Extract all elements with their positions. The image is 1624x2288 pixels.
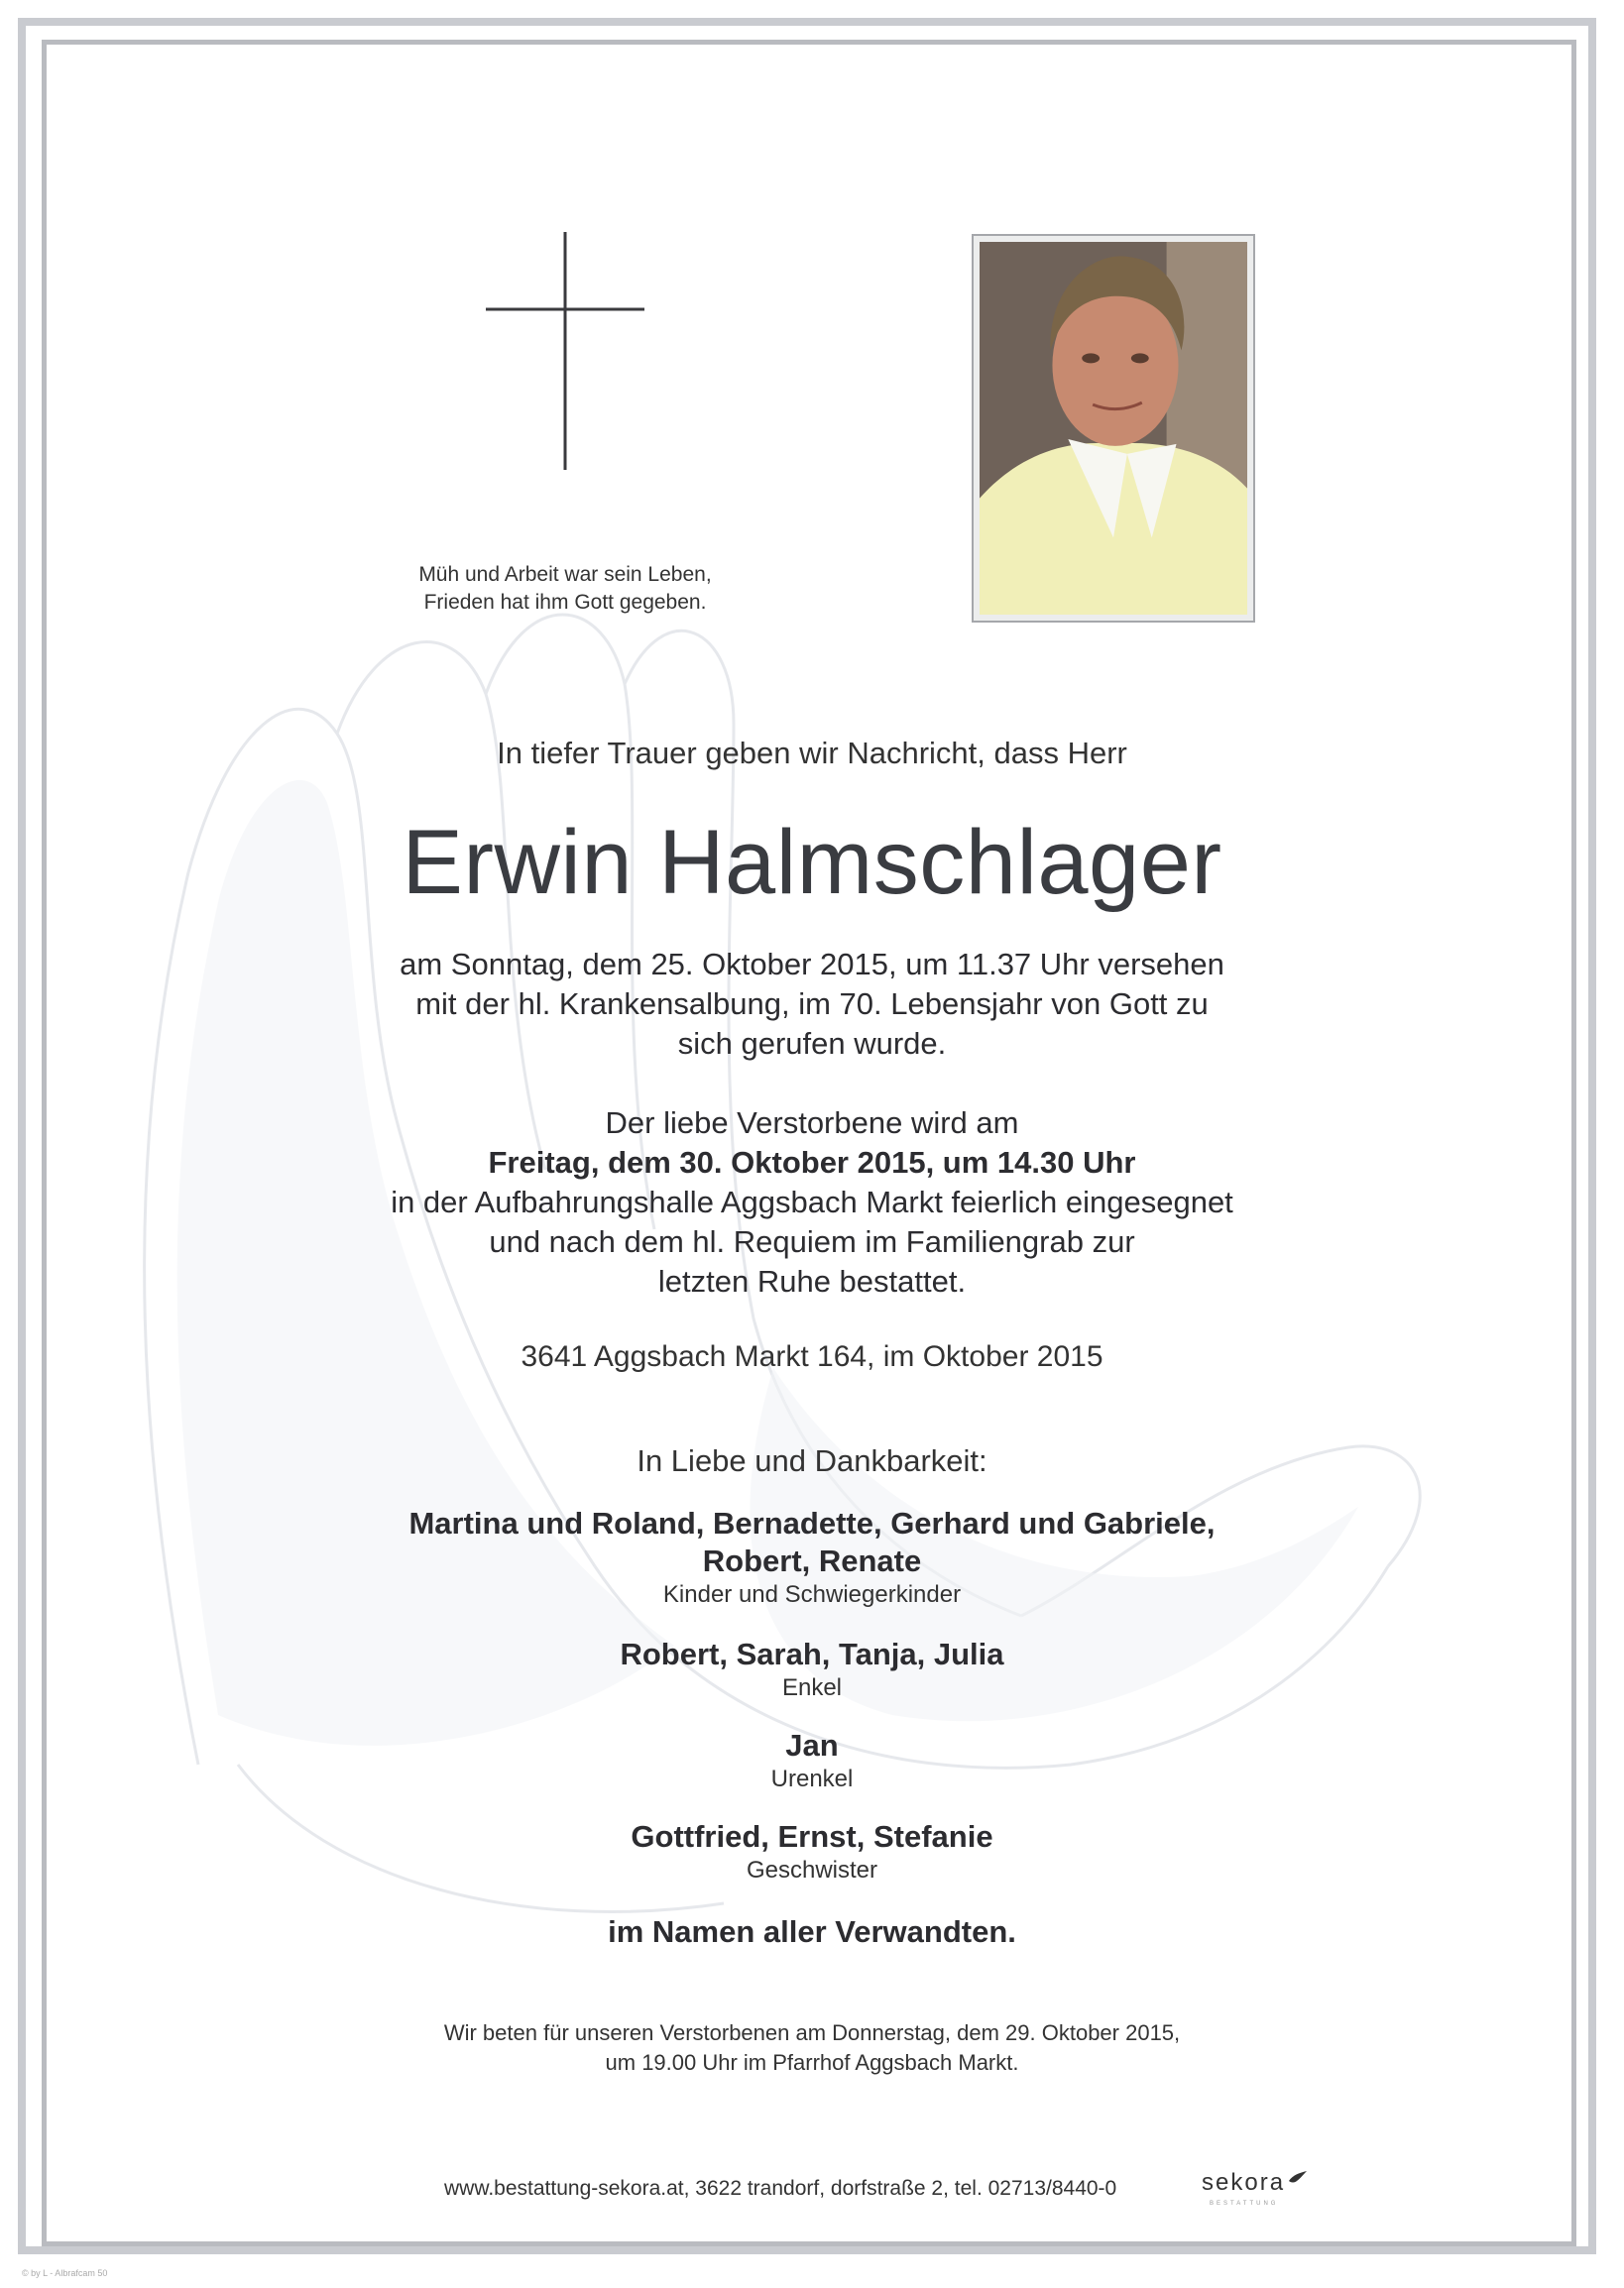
mourner-names: Jan (785, 1728, 839, 1763)
funeral-line-3: in der Aufbahrungshalle Aggsbach Markt feierlich eingesegnet (391, 1185, 1233, 1219)
closing-line: im Namen aller Verwandten. (608, 1914, 1016, 1949)
sekora-logo (1202, 2169, 1309, 2197)
intro-text: In tiefer Trauer geben wir Nachricht, dass Herr (497, 736, 1127, 770)
funeral-line-1: Der liebe Verstorbene wird am (605, 1105, 1019, 1140)
mourner-group-grandchildren (0, 1636, 1624, 1703)
prayer-line-1: Wir beten für unseren Verstorbenen am Donnerstag, dem 29. Oktober 2015, (443, 2020, 1181, 2045)
motto-line-1: Müh und Arbeit war sein Leben, (418, 563, 712, 586)
mourner-names: Robert, Sarah, Tanja, Julia (620, 1637, 1004, 1671)
mourner-relation: Urenkel (770, 1766, 854, 1792)
funeral-line-4: und nach dem hl. Requiem im Familiengrab zur (489, 1224, 1135, 1259)
cross-icon (486, 232, 644, 470)
mourner-relation: Enkel (781, 1674, 843, 1701)
death-notice-line-1: am Sonntag, dem 25. Oktober 2015, um 11.37 Uhr versehen (400, 947, 1224, 981)
prayer-line-2: um 19.00 Uhr im Pfarrhof Aggsbach Markt. (605, 2050, 1019, 2075)
thanks-heading: In Liebe und Dankbarkeit: (637, 1443, 987, 1478)
motto (377, 561, 754, 617)
mourner-names: Gottfried, Ernst, Stefanie (631, 1819, 993, 1854)
mourner-names: Robert, Renate (702, 1544, 922, 1578)
place-date: 3641 Aggsbach Markt 164, im Oktober 2015 (521, 1340, 1103, 1373)
mourner-relation: Geschwister (746, 1857, 878, 1884)
prayer-notice (0, 2018, 1624, 2078)
mourner-group-children (0, 1505, 1624, 1610)
funeral-date-time: Freitag, dem 30. Oktober 2015, um 14.30 Uhr (488, 1145, 1136, 1180)
death-notice (0, 945, 1624, 1064)
portrait-photo (980, 242, 1247, 615)
logo-subtitle: BESTATTUNG (1210, 2201, 1279, 2207)
portrait-icon (980, 242, 1247, 615)
copyright-note: © by L - Albrafcam 50 (22, 2268, 108, 2278)
death-notice-line-2: mit der hl. Krankensalbung, im 70. Lebensjahr von Gott zu (415, 986, 1209, 1021)
mourner-group-siblings (0, 1818, 1624, 1886)
mourner-names: Martina und Roland, Bernadette, Gerhard und Gabriele, (408, 1506, 1216, 1541)
motto-line-2: Frieden hat ihm Gott gegeben. (423, 591, 707, 614)
portrait-photo-frame (972, 234, 1255, 623)
death-notice-line-3: sich gerufen wurde. (677, 1026, 947, 1061)
deceased-name: Erwin Halmschlager (402, 812, 1222, 913)
bird-icon (1287, 2169, 1309, 2187)
funeral-line-5: letzten Ruhe bestattet. (657, 1264, 967, 1299)
funeral-info (0, 1103, 1624, 1302)
mourner-relation: Kinder und Schwiegerkinder (662, 1581, 962, 1608)
logo-text: sekora (1202, 2169, 1286, 2196)
mourner-group-great-grandchildren (0, 1727, 1624, 1794)
footer-contact: www.bestattung-sekora.at, 3622 trandorf, dorfstraße 2, tel. 02713/8440-0 (444, 2177, 1117, 2200)
